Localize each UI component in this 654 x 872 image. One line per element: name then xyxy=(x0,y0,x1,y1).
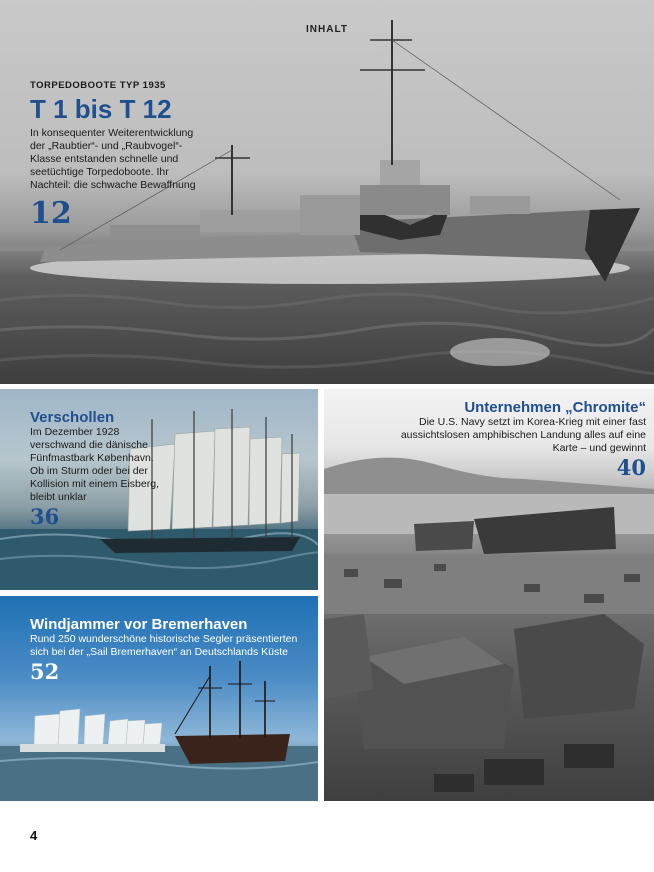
footer-page-number: 4 xyxy=(30,828,38,843)
article-page-number[interactable]: 40 xyxy=(616,455,646,480)
hero-panel[interactable] xyxy=(0,0,654,384)
article-description: Rund 250 wunderschöne historische Segler präsentierten sich bei der „Sail Bremerhaven“ an Deutschlands Küste xyxy=(30,633,298,658)
article-title[interactable]: Unternehmen „Chromite“ xyxy=(464,399,646,416)
article-description: Im Dezember 1928 verschwand die dänische Fünfmastbark København. Ob im Sturm oder bei der Kollision mit einem Eisberg, bleibt unklar xyxy=(30,426,159,503)
hero-description: In konsequenter Weiterentwicklung der „Raubtier“- und „Raubvogel“-Klasse entstanden schnelle und seetüchtige Torpedoboote. Ihr Nachteil: die schwache Bewaffnung xyxy=(30,127,196,191)
article-title[interactable]: Verschollen xyxy=(30,409,115,426)
hero-page-number[interactable]: 12 xyxy=(30,196,72,231)
section-label: INHALT xyxy=(306,24,348,35)
hero-title[interactable]: T 1 bis T 12 xyxy=(30,94,172,124)
article-card-verschollen[interactable] xyxy=(0,389,318,590)
hero-kicker: TORPEDOBOOTE TYP 1935 xyxy=(30,80,166,91)
article-title[interactable]: Windjammer vor Bremerhaven xyxy=(30,616,248,633)
article-card-windjammer[interactable] xyxy=(0,596,318,801)
article-page-number[interactable]: 52 xyxy=(30,659,60,684)
article-page-number[interactable]: 36 xyxy=(30,504,60,529)
article-card-chromite[interactable] xyxy=(324,389,654,801)
article-description: Die U.S. Navy setzt im Korea-Krieg mit einer fast aussichtslosen amphibischen Landung alles auf eine Karte – und gewinnt xyxy=(400,416,646,454)
